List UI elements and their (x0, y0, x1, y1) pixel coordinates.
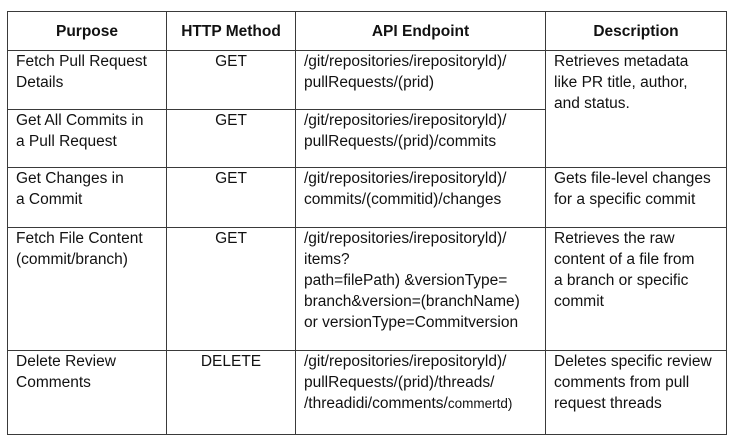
purpose-line: Fetch File Content (16, 230, 143, 247)
description-line: Gets file-level changes (554, 170, 711, 187)
description-line: comments from pull (554, 374, 690, 391)
header-description: Description (546, 12, 727, 51)
table-row (8, 228, 727, 351)
purpose-line: (commit/branch) (16, 251, 128, 268)
http-method-cell: GET (167, 168, 296, 228)
description-line: Retrieves the raw (554, 230, 675, 247)
purpose-cell (8, 110, 167, 168)
purpose-cell (8, 168, 167, 228)
purpose-line: a Pull Request (16, 133, 117, 150)
endpoint-line (304, 393, 537, 414)
header-http-method: HTTP Method (167, 12, 296, 51)
description-cell (546, 228, 727, 351)
description-cell (546, 168, 727, 228)
table-row (8, 168, 727, 228)
http-method-cell: DELETE (167, 351, 296, 435)
description-line: a branch or specific (554, 272, 689, 289)
endpoint-cell (296, 351, 546, 435)
endpoint-cell (296, 51, 546, 110)
purpose-line: Fetch Pull Request (16, 53, 147, 70)
purpose-line: Get All Commits in (16, 112, 144, 129)
endpoint-line: branch&version=(branchName) (304, 293, 520, 310)
endpoint-line: /git/repositories/irepositoryld)/ (304, 53, 507, 70)
purpose-line: Details (16, 74, 64, 91)
purpose-cell (8, 351, 167, 435)
description-line: for a specific commit (554, 191, 696, 208)
endpoint-line: or versionType=Commitversion (304, 314, 519, 331)
table-row (8, 51, 727, 110)
endpoint-line: pullRequests/(prid) (304, 74, 435, 91)
endpoint-line: items? (304, 251, 350, 268)
header-api-endpoint: API Endpoint (296, 12, 546, 51)
description-line: Retrieves metadata (554, 53, 689, 70)
http-method-cell: GET (167, 110, 296, 168)
header-row (8, 12, 727, 51)
endpoint-line: /git/repositories/irepositoryld)/ (304, 170, 507, 187)
endpoint-line: pullRequests/(prid)/commits (304, 133, 497, 150)
endpoint-line: path=filePath) &versionType= (304, 272, 508, 289)
endpoint-segment: /threadidi/comments/ (304, 395, 448, 412)
table-row (8, 351, 727, 435)
endpoint-cell (296, 228, 546, 351)
purpose-line: Comments (16, 374, 91, 391)
endpoint-line: /git/repositories/irepositoryld)/ (304, 112, 507, 129)
endpoint-line: pullRequests/(prid)/threads/ (304, 374, 495, 391)
description-line: like PR title, author, (554, 74, 688, 91)
http-method-cell: GET (167, 51, 296, 110)
endpoint-line: /git/repositories/irepositoryld)/ (304, 230, 507, 247)
purpose-line: Delete Review (16, 353, 116, 370)
api-endpoints-table (7, 11, 727, 435)
purpose-line: Get Changes in (16, 170, 124, 187)
description-line: request threads (554, 395, 662, 412)
http-method-cell: GET (167, 228, 296, 351)
description-line: Deletes specific review (554, 353, 712, 370)
description-cell (546, 51, 727, 168)
description-line: and status. (554, 95, 630, 112)
endpoint-segment: commertd) (447, 396, 513, 411)
header-purpose: Purpose (8, 12, 167, 51)
purpose-cell (8, 228, 167, 351)
endpoint-cell (296, 168, 546, 228)
description-line: content of a file from (554, 251, 695, 268)
purpose-cell (8, 51, 167, 110)
description-cell (546, 351, 727, 435)
endpoint-line: commits/(commitid)/changes (304, 191, 502, 208)
endpoint-cell (296, 110, 546, 168)
purpose-line: a Commit (16, 191, 83, 208)
description-line: commit (554, 293, 604, 310)
endpoint-line: /git/repositories/irepositoryld)/ (304, 353, 507, 370)
